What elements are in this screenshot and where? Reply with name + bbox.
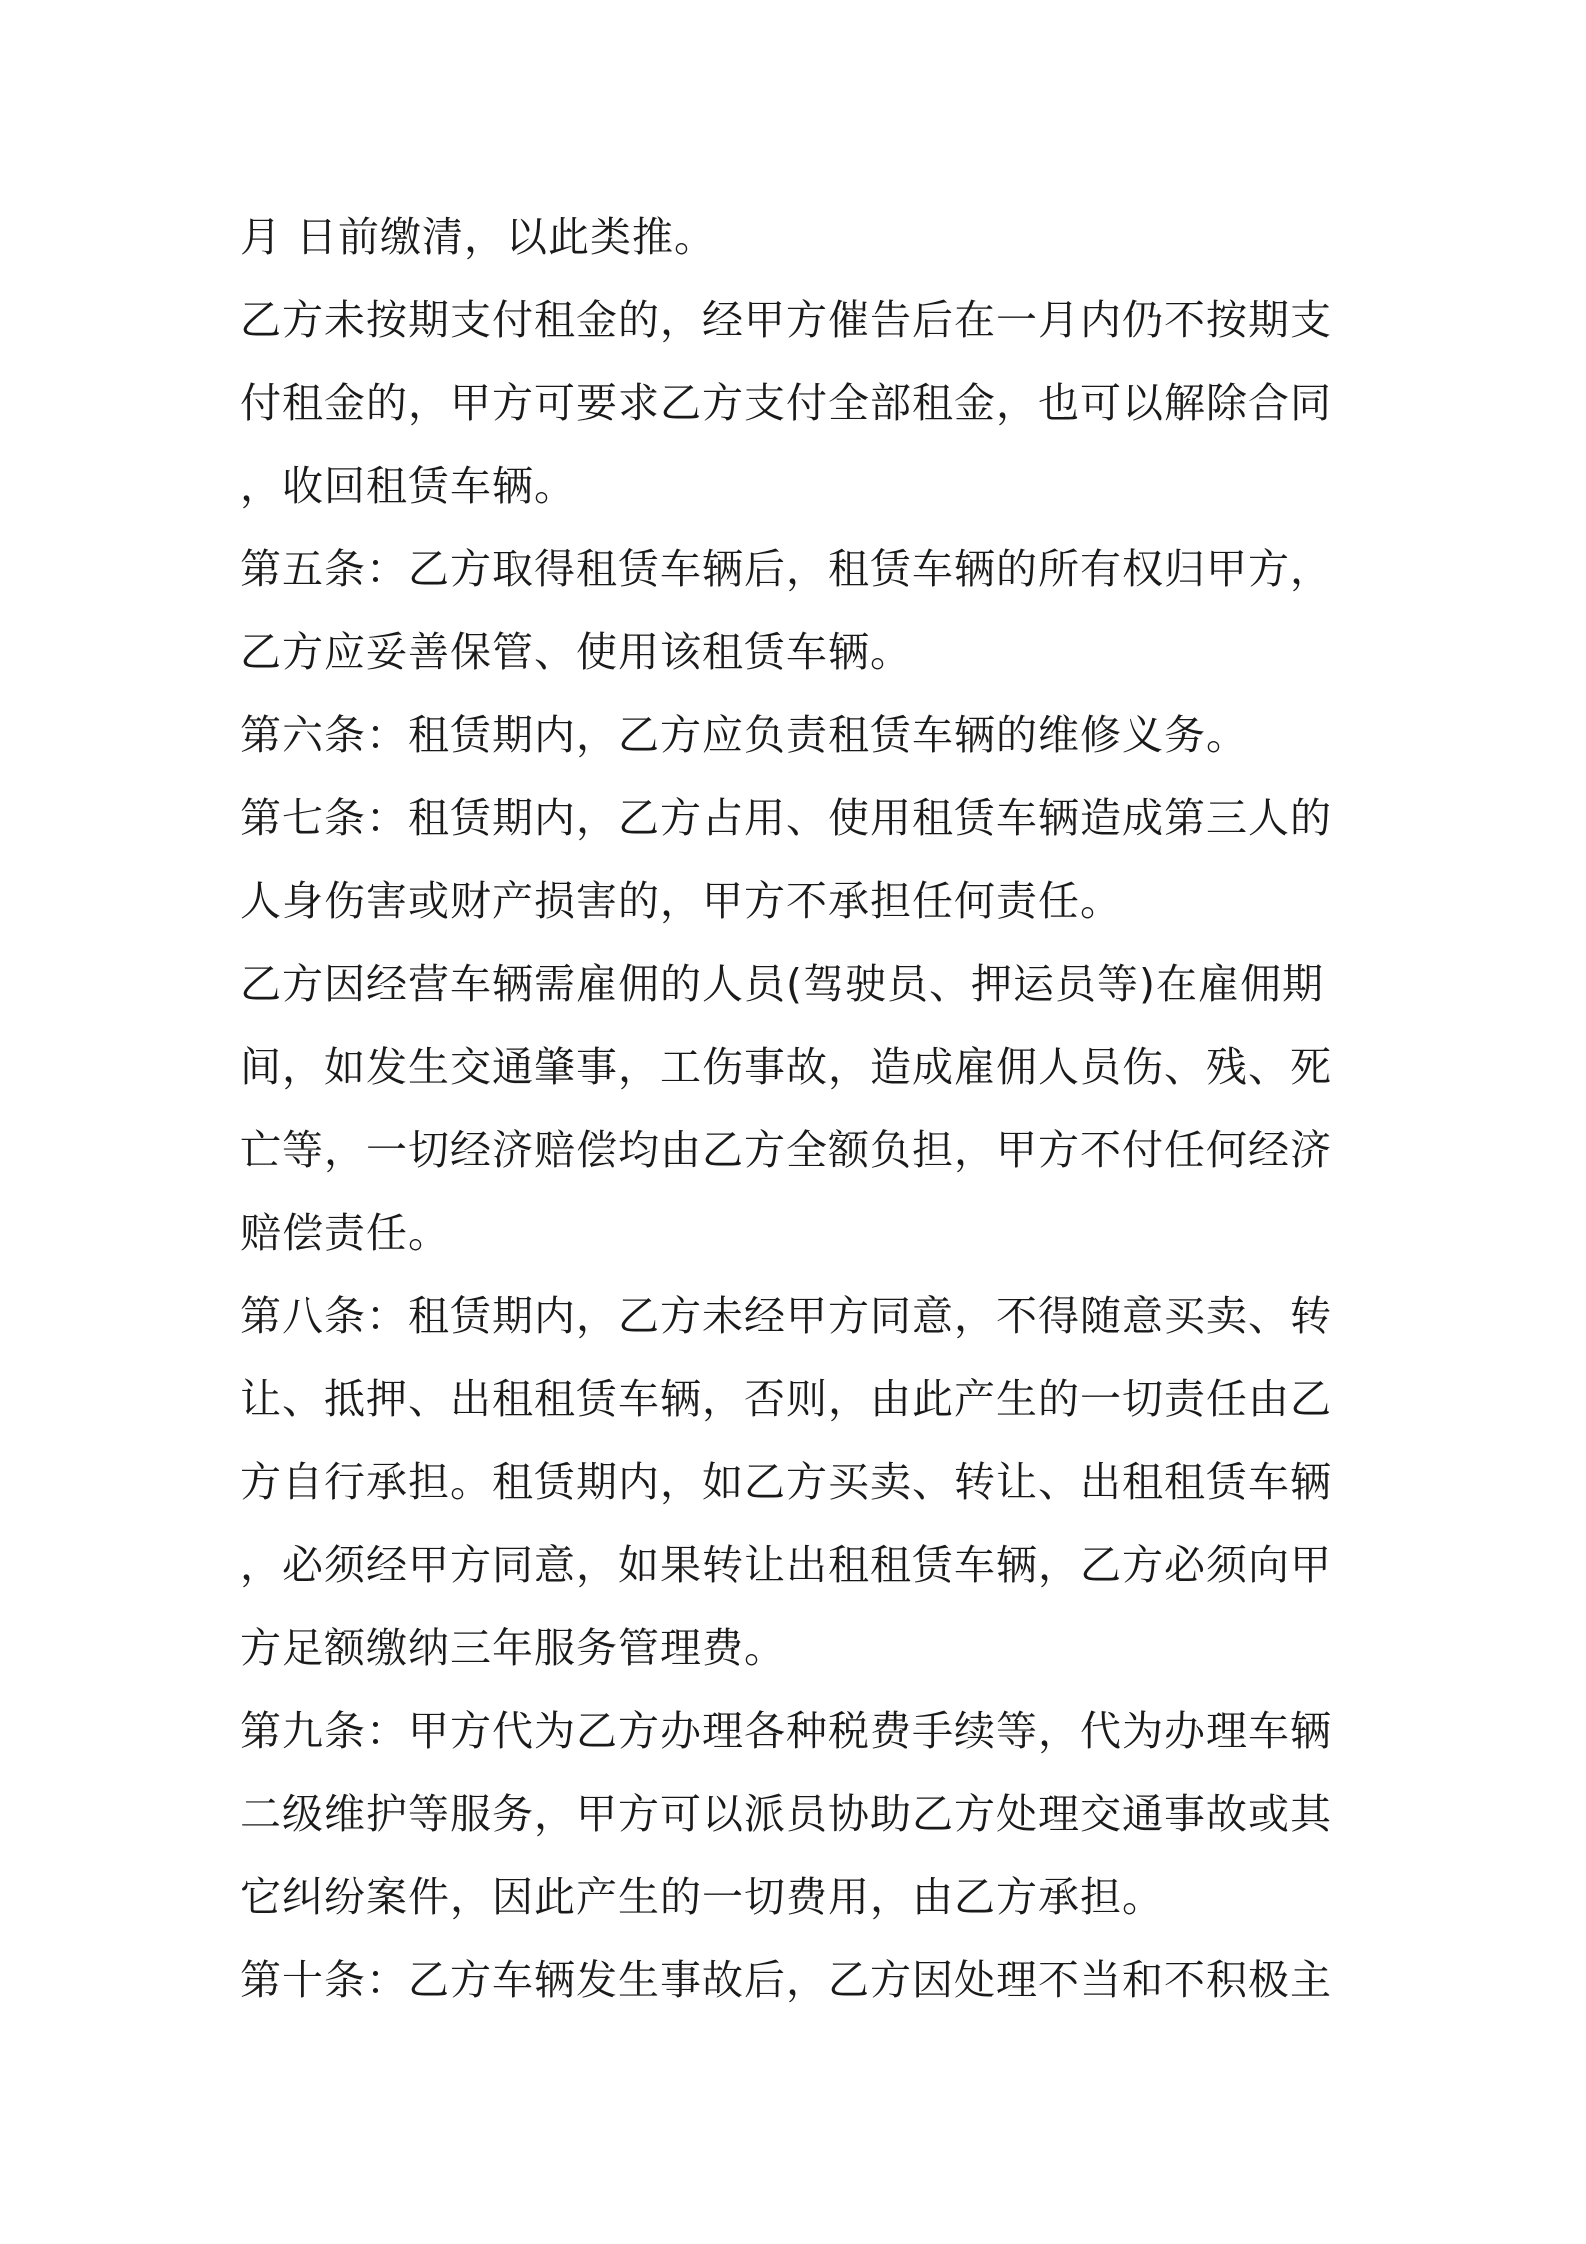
- article-9-line: 第九条：甲方代为乙方办理各种税费手续等，代为办理车辆: [240, 1707, 1332, 1755]
- text-line: 人身伤害或财产损害的，甲方不承担任何责任。: [240, 877, 1122, 925]
- text-line: ，必须经甲方同意，如果转让出租租赁车辆，乙方必须向甲: [240, 1541, 1332, 1589]
- text-line: 方足额缴纳三年服务管理费。: [240, 1624, 786, 1672]
- text-line: 付租金的，甲方可要求乙方支付全部租金，也可以解除合同: [240, 379, 1332, 427]
- text-line: 月 日前缴清，以此类推。: [240, 213, 717, 261]
- text-line: 让、抵押、出租租赁车辆，否则，由此产生的一切责任由乙: [240, 1375, 1332, 1423]
- article-7-line: 第七条：租赁期内，乙方占用、使用租赁车辆造成第三人的: [240, 794, 1332, 842]
- text-line: 方自行承担。租赁期内，如乙方买卖、转让、出租租赁车辆: [240, 1458, 1332, 1506]
- text-line: ，收回租赁车辆。: [240, 462, 576, 510]
- article-5-line: 第五条：乙方取得租赁车辆后，租赁车辆的所有权归甲方，: [240, 545, 1332, 593]
- text-line: 乙方应妥善保管、使用该租赁车辆。: [240, 628, 912, 676]
- text-line: 赔偿责任。: [240, 1209, 450, 1257]
- article-6-line: 第六条：租赁期内，乙方应负责租赁车辆的维修义务。: [240, 711, 1248, 759]
- text-line: 乙方因经营车辆需雇佣的人员(驾驶员、押运员等)在雇佣期: [240, 960, 1324, 1008]
- text-line: 乙方未按期支付租金的，经甲方催告后在一月内仍不按期支: [240, 296, 1332, 344]
- text-line: 它纠纷案件，因此产生的一切费用，由乙方承担。: [240, 1873, 1164, 1921]
- text-line: 二级维护等服务，甲方可以派员协助乙方处理交通事故或其: [240, 1790, 1332, 1838]
- text-line: 间，如发生交通肇事，工伤事故，造成雇佣人员伤、残、死: [240, 1043, 1332, 1091]
- text-line: 亡等，一切经济赔偿均由乙方全额负担，甲方不付任何经济: [240, 1126, 1332, 1174]
- article-10-line: 第十条：乙方车辆发生事故后，乙方因处理不当和不积极主: [240, 1956, 1332, 2004]
- contract-text-body: [240, 196, 1350, 2022]
- article-8-line: 第八条：租赁期内，乙方未经甲方同意，不得随意买卖、转: [240, 1292, 1332, 1340]
